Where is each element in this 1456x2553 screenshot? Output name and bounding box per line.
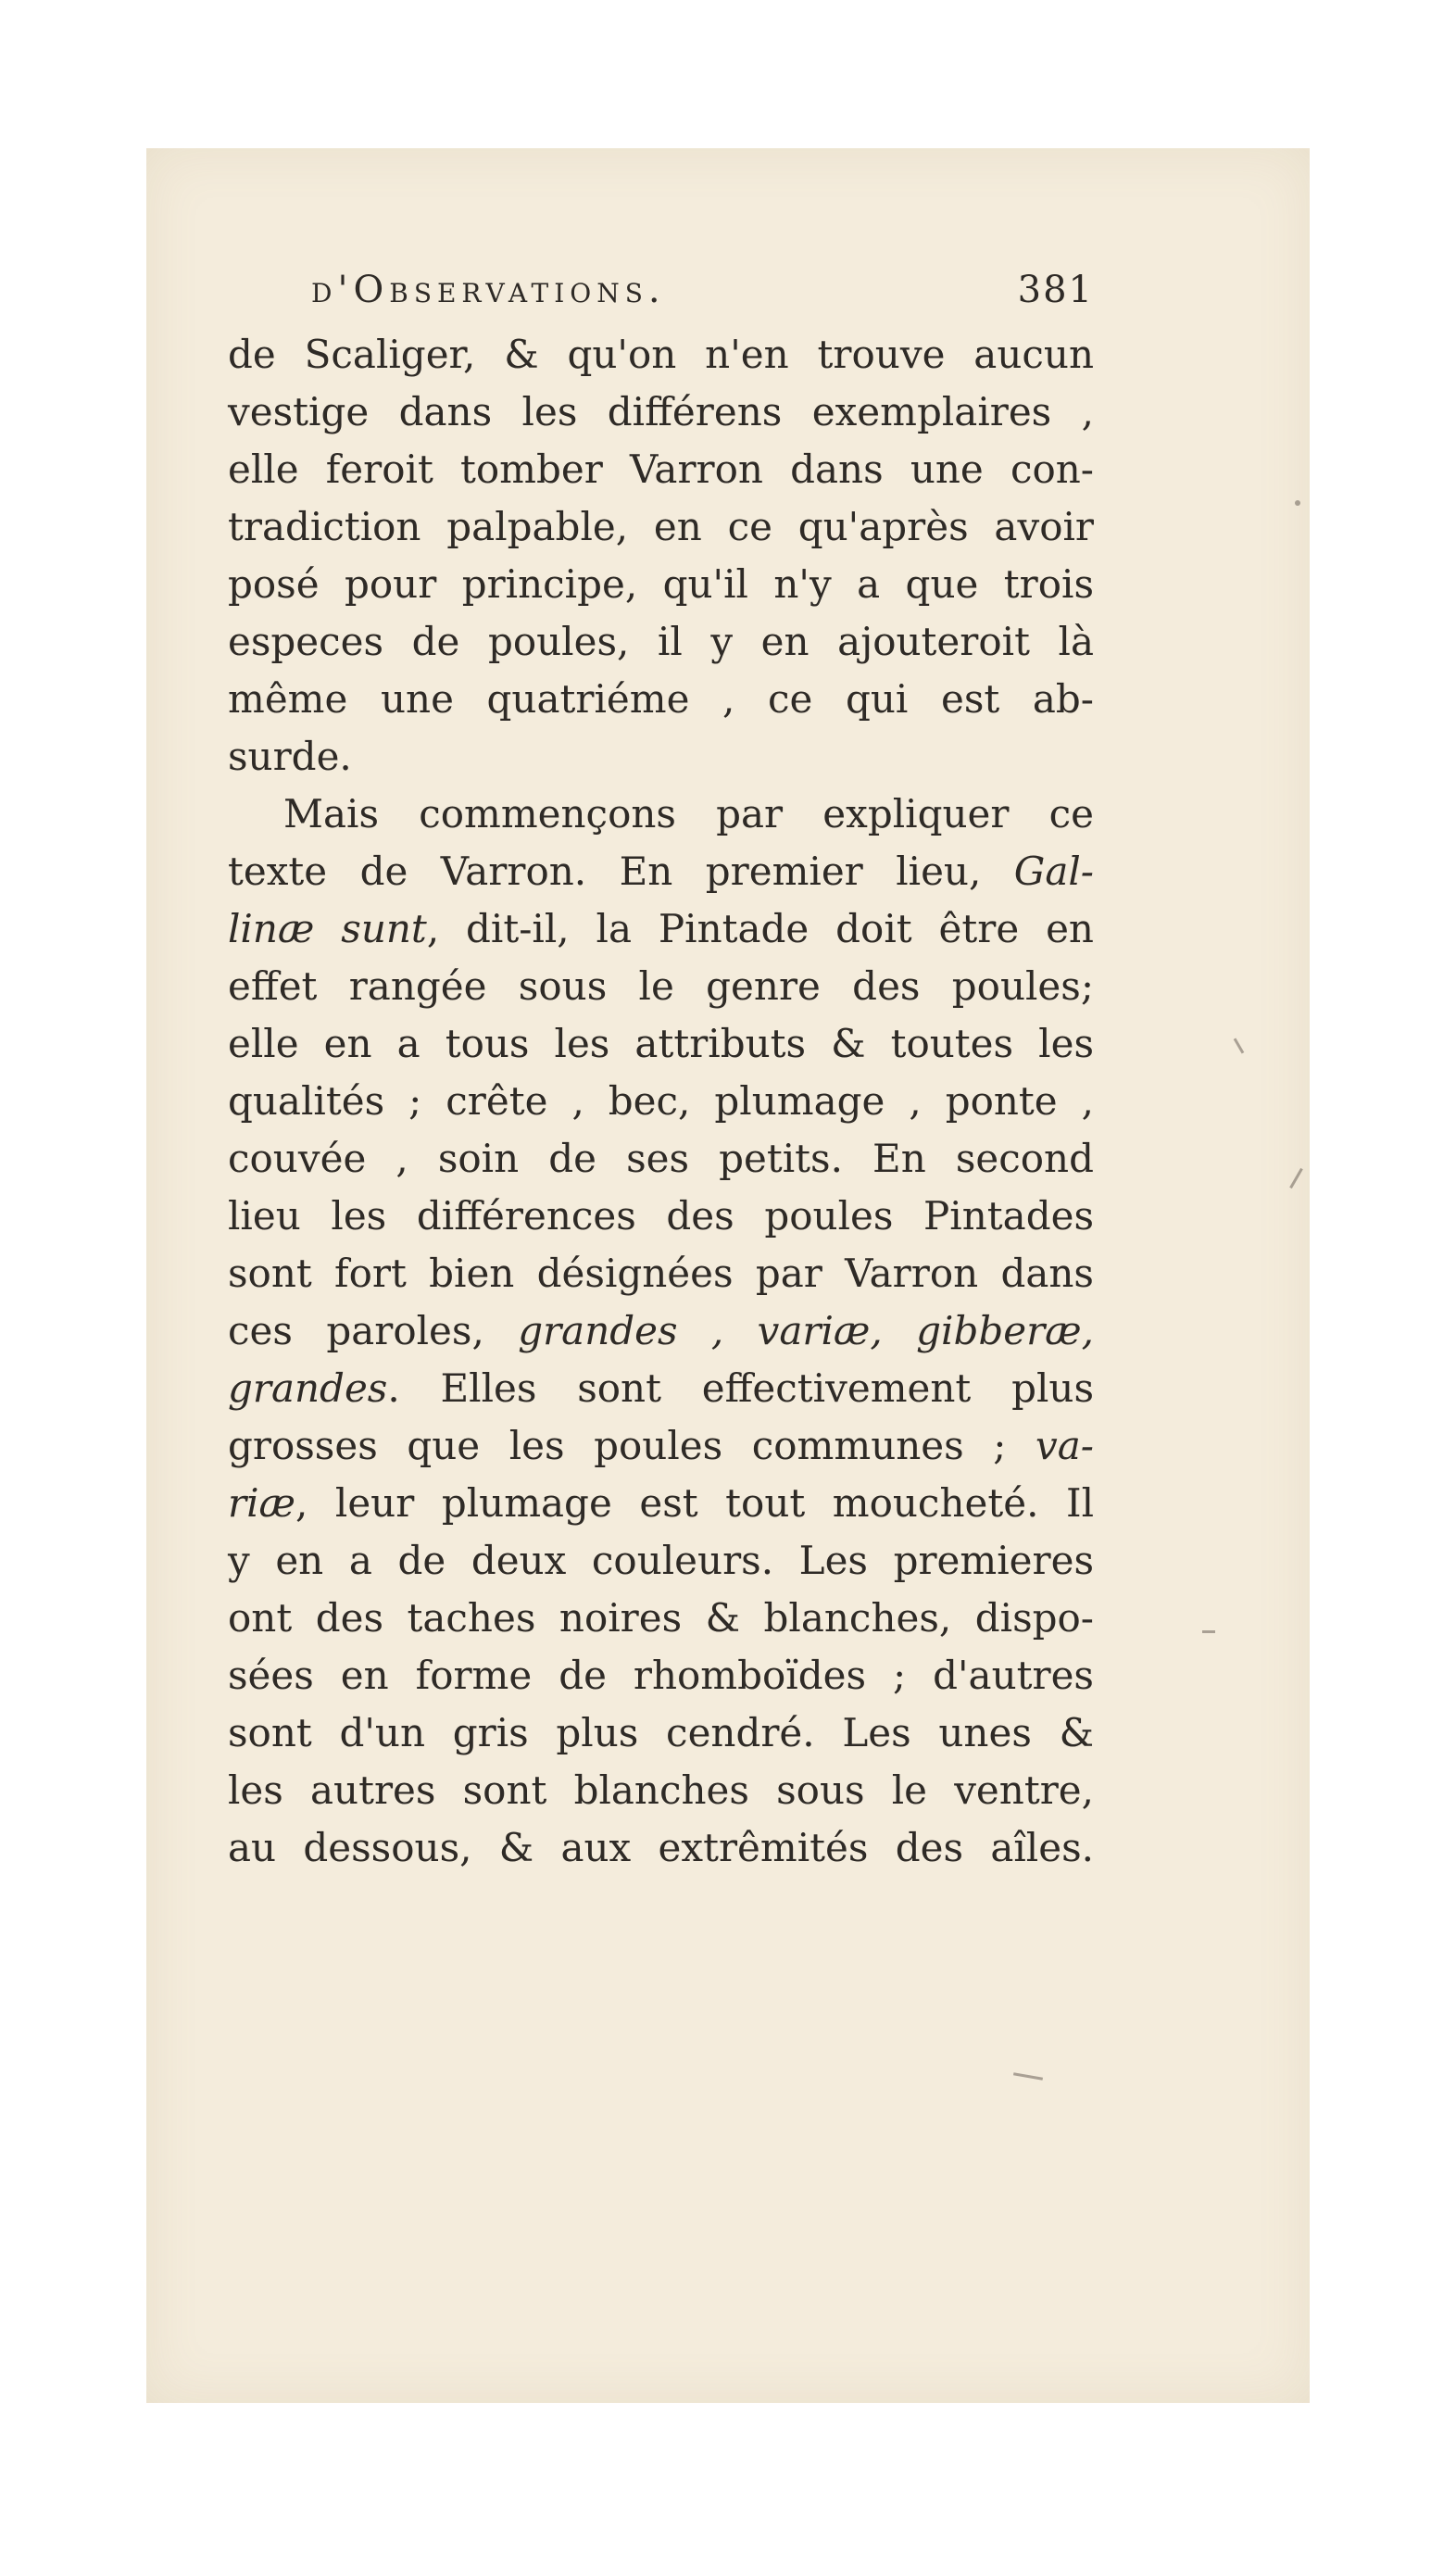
text-line: effet rangée sous le genre des poules; xyxy=(228,963,1094,1009)
page-text xyxy=(228,269,1094,1877)
text-line: de Scaliger, & qu'on n'en trouve aucun xyxy=(228,332,1094,377)
text-line: especes de poules, il y en ajouteroit là xyxy=(228,619,1094,664)
running-head-title: d'Observations. xyxy=(311,269,666,311)
text-line: même une quatriéme , ce qui est ab- xyxy=(228,676,1094,722)
text-line: elle en a tous les attributs & toutes les xyxy=(228,1021,1094,1066)
text-line: Mais commençons par expliquer ce xyxy=(283,791,1094,836)
text-fragment: texte de Varron. En premier lieu, xyxy=(228,849,982,894)
text-fragment: . Elles sont effectivement plus xyxy=(387,1365,1094,1411)
running-head xyxy=(228,269,1094,326)
book-page xyxy=(146,148,1310,2403)
text-line: sées en forme de rhomboïdes ; d'autres xyxy=(228,1653,1094,1698)
paper-speck xyxy=(1234,1038,1245,1053)
text-line: elle feroit tomber Varron dans une con- xyxy=(228,446,1094,492)
text-fragment: , leur plumage est tout moucheté. Il xyxy=(295,1480,1094,1526)
text-line: posé pour principe, qu'il n'y a que trois xyxy=(228,561,1094,607)
page-number: 381 xyxy=(1017,269,1094,311)
text-line xyxy=(228,1475,1094,1532)
latin-quote: linæ sunt xyxy=(228,906,427,951)
text-line: tradiction palpable, en ce qu'après avoir xyxy=(228,504,1094,549)
text-fragment: ces paroles, xyxy=(228,1308,484,1353)
text-line xyxy=(228,1360,1094,1417)
text-line: les autres sont blanches sous le ventre, xyxy=(228,1767,1094,1813)
latin-quote: riæ xyxy=(228,1480,295,1526)
paper-speck xyxy=(1295,500,1300,506)
text-line: y en a de deux couleurs. Les premieres xyxy=(228,1538,1094,1583)
text-line: couvée , soin de ses petits. En second xyxy=(228,1136,1094,1181)
latin-quote: Gal- xyxy=(1013,849,1094,894)
text-line: lieu les différences des poules Pintades xyxy=(228,1193,1094,1239)
text-line xyxy=(228,843,1094,900)
text-fragment: , dit-il, la Pintade doit être en xyxy=(426,906,1094,951)
text-line xyxy=(228,1302,1094,1360)
text-line: vestige dans les différens exemplaires , xyxy=(228,389,1094,434)
text-line: au dessous, & aux extrêmités des aîles. xyxy=(228,1825,1094,1870)
text-line: sont d'un gris plus cendré. Les unes & xyxy=(228,1710,1094,1755)
paper-speck xyxy=(1289,1168,1303,1188)
text-line: sont fort bien désignées par Varron dans xyxy=(228,1251,1094,1296)
latin-quote: grandes , variæ, gibberæ, xyxy=(518,1308,1094,1353)
text-fragment: grosses que les poules communes ; xyxy=(228,1423,1007,1468)
paper-speck xyxy=(1013,2072,1043,2081)
text-line: ont des taches noires & blanches, dispo- xyxy=(228,1595,1094,1641)
text-line xyxy=(228,900,1094,958)
text-line xyxy=(228,1417,1094,1475)
text-line: qualités ; crête , bec, plumage , ponte , xyxy=(228,1078,1094,1124)
text-line: surde. xyxy=(228,734,352,779)
latin-quote: grandes xyxy=(228,1365,388,1411)
latin-quote: va- xyxy=(1036,1423,1094,1468)
paper-speck xyxy=(1202,1630,1215,1633)
